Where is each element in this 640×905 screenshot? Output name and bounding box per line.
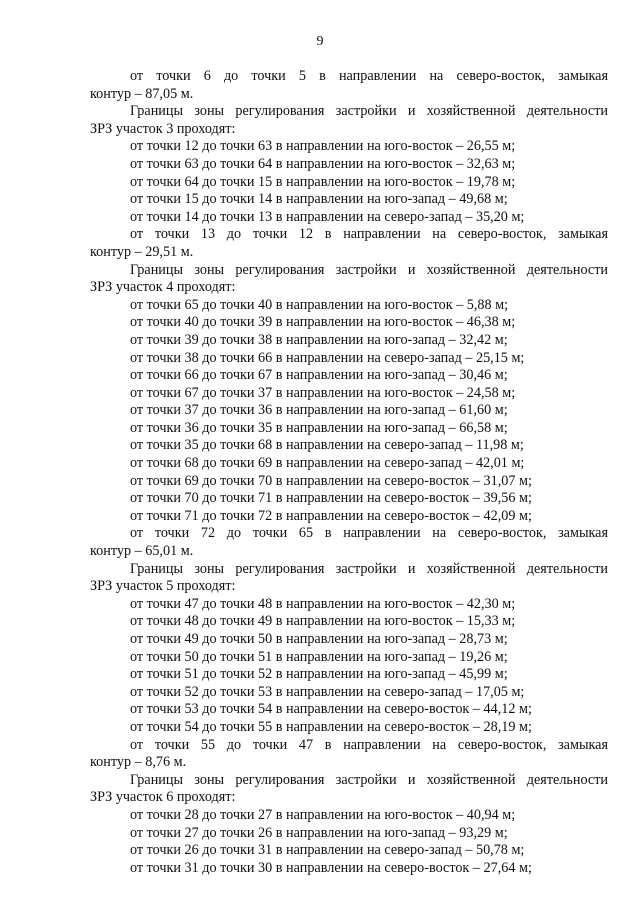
text-line: от точки 12 до точки 63 в направлении на юго-восток – 26,55 м; [130,138,516,155]
text-line: контур – 65,01 м. [90,543,194,560]
text-line: ЗРЗ участок 4 проходят: [90,279,236,296]
text-line: от точки 54 до точки 55 в направлении на северо-восток – 28,19 м; [130,718,532,735]
text-line: от точки 39 до точки 38 в направлении на юго-запад – 32,42 м; [130,331,508,348]
text-line: от точки 72 до точки 65 в направлении на северо-восток, замыкая [130,525,608,542]
text-line: контур – 29,51 м. [90,243,194,260]
text-line: от точки 6 до точки 5 в направлении на северо-восток, замыкая [130,68,608,84]
text-line: от точки 15 до точки 14 в направлении на юго-запад – 49,68 м; [130,191,508,208]
text-line: от точки 69 до точки 70 в направлении на северо-восток – 31,07 м; [130,472,532,489]
text-line: от точки 27 до точки 26 в направлении на юго-запад – 93,29 м; [130,824,508,841]
text-line: от точки 37 до точки 36 в направлении на юго-запад – 61,60 м; [130,402,508,419]
text-line: от точки 65 до точки 40 в направлении на юго-восток – 5,88 м; [130,296,509,313]
page-number: 9 [316,34,324,49]
text-line: контур – 8,76 м. [90,754,187,771]
text-line: от точки 31 до точки 30 в направлении на северо-восток – 27,64 м; [130,859,532,876]
text-line: от точки 35 до точки 68 в направлении на северо-запад – 11,98 м; [130,437,524,454]
text-line: от точки 13 до точки 12 в направлении на северо-восток, замыкая [130,226,608,243]
text-line: от точки 50 до точки 51 в направлении на юго-запад – 19,26 м; [130,648,508,665]
text-line: от точки 53 до точки 54 в направлении на северо-восток – 44,12 м; [130,701,532,718]
text-line: от точки 38 до точки 66 в направлении на северо-запад – 25,15 м; [130,349,525,366]
text-line: от точки 36 до точки 35 в направлении на юго-запад – 66,58 м; [130,419,508,436]
text-line: от точки 67 до точки 37 в направлении на юго-восток – 24,58 м; [130,384,516,401]
text-line: Границы зоны регулирования застройки и хозяйственной деятельности [130,103,608,120]
text-line: от точки 63 до точки 64 в направлении на юго-восток – 32,63 м; [130,155,516,172]
text-line: от точки 55 до точки 47 в направлении на северо-восток, замыкая [130,736,608,753]
text-line: Границы зоны регулирования застройки и хозяйственной деятельности [130,560,608,577]
text-line: от точки 40 до точки 39 в направлении на юго-восток – 46,38 м; [130,314,516,331]
text-line: от точки 64 до точки 15 в направлении на юго-восток – 19,78 м; [130,173,516,190]
text-line: от точки 47 до точки 48 в направлении на юго-восток – 42,30 м; [130,595,516,612]
text-line: от точки 68 до точки 69 в направлении на северо-запад – 42,01 м; [130,455,525,472]
document-body [90,68,608,877]
text-line: от точки 52 до точки 53 в направлении на северо-запад – 17,05 м; [130,683,525,700]
text-line: ЗРЗ участок 6 проходят: [90,789,236,806]
text-line: от точки 66 до точки 67 в направлении на юго-запад – 30,46 м; [130,367,508,384]
text-line: от точки 70 до точки 71 в направлении на северо-восток – 39,56 м; [130,490,532,507]
text-line: ЗРЗ участок 5 проходят: [90,578,236,595]
text-line: от точки 14 до точки 13 в направлении на северо-запад – 35,20 м; [130,208,525,225]
text-line: от точки 71 до точки 72 в направлении на северо-восток – 42,09 м; [130,507,532,524]
text-line: контур – 87,05 м. [90,85,194,102]
text-line: от точки 28 до точки 27 в направлении на юго-восток – 40,94 м; [130,806,516,823]
text-line: от точки 26 до точки 31 в направлении на северо-запад – 50,78 м; [130,842,525,859]
text-line: от точки 49 до точки 50 в направлении на юго-запад – 28,73 м; [130,631,508,647]
text-line: от точки 48 до точки 49 в направлении на юго-восток – 15,33 м; [130,613,516,630]
text-line: Границы зоны регулирования застройки и хозяйственной деятельности [130,771,608,788]
text-line: от точки 51 до точки 52 в направлении на юго-запад – 45,99 м; [130,666,508,683]
text-line: Границы зоны регулирования застройки и хозяйственной деятельности [130,261,608,278]
text-line: ЗРЗ участок 3 проходят: [90,120,236,137]
